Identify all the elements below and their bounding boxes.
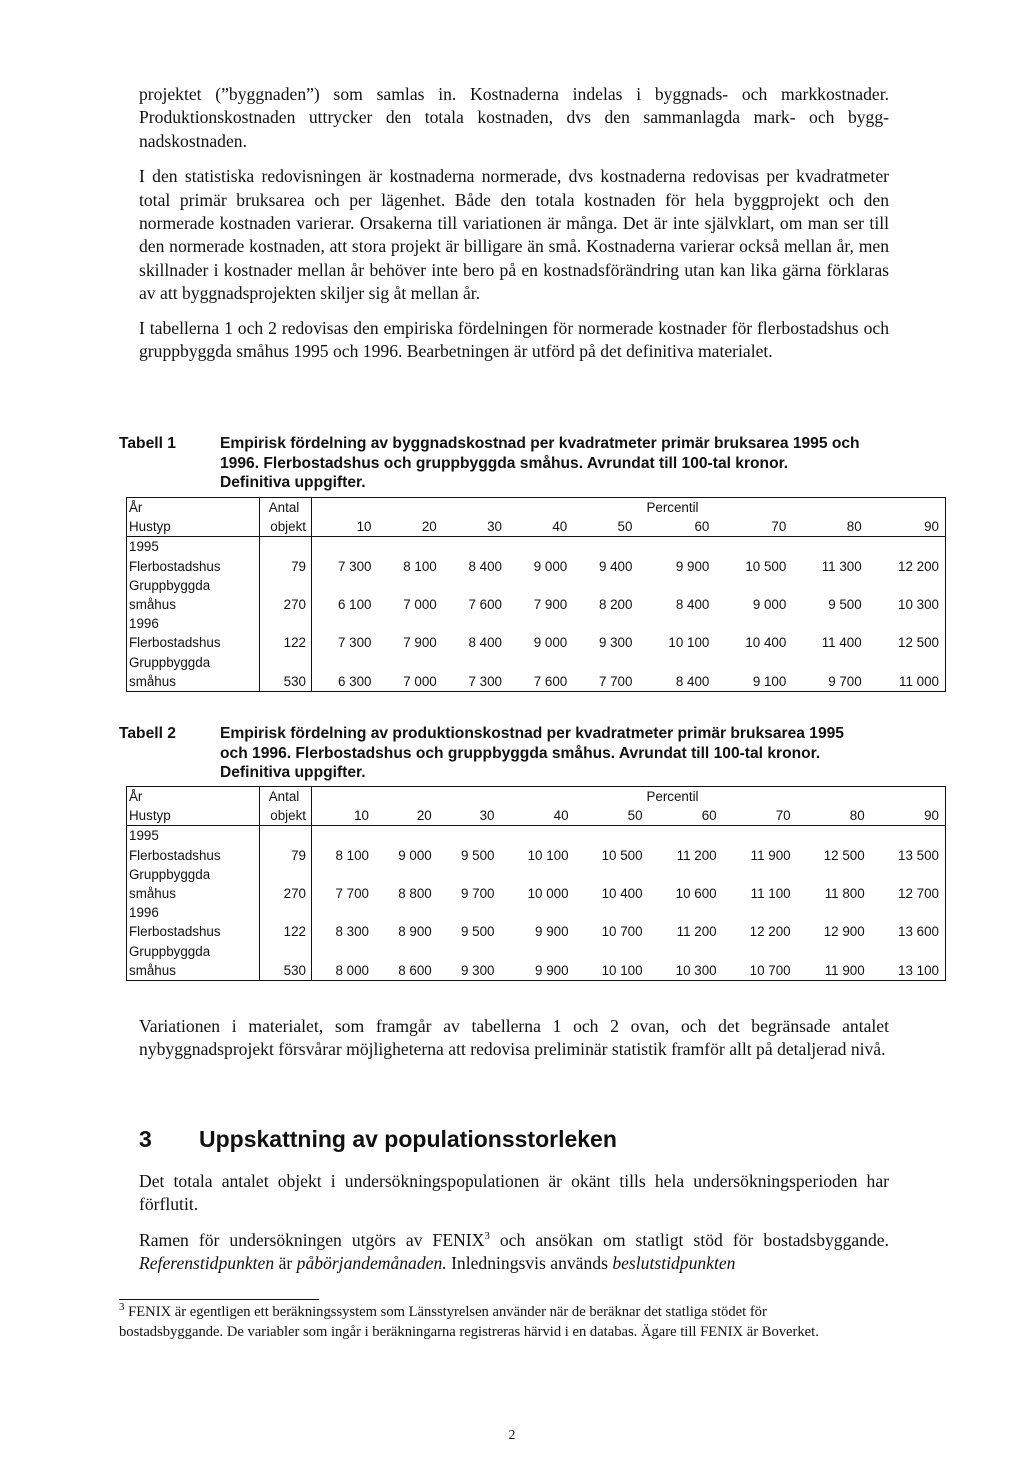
table-cell: 8 000	[312, 961, 376, 981]
row-label: småhus	[127, 595, 260, 614]
table-cell	[508, 537, 573, 557]
table2-label: Tabell 2	[119, 725, 176, 742]
table-cell: 9 900	[501, 961, 575, 981]
row-count: 530	[260, 672, 312, 692]
row-label: småhus	[127, 884, 260, 903]
table-cell	[501, 903, 575, 922]
table-cell	[438, 903, 501, 922]
table-cell: 13 500	[871, 846, 946, 865]
table-cell	[378, 537, 443, 557]
table-cell: 9 000	[398, 847, 432, 863]
table-cell	[375, 826, 438, 846]
table-cell	[575, 903, 649, 922]
percentile-column-header: 20	[378, 517, 443, 537]
row-label: 1995	[127, 826, 260, 846]
row-label: 1996	[127, 614, 260, 633]
table-cell	[792, 614, 867, 633]
table-header-row	[127, 517, 946, 537]
row-label: Gruppbyggda	[127, 576, 260, 595]
table-cell	[871, 826, 946, 846]
table-cell	[312, 653, 378, 672]
table-cell: 11 900	[797, 961, 871, 981]
section-heading	[139, 1126, 617, 1153]
table-cell: 12 500	[823, 847, 865, 863]
table-cell: 11 200	[676, 924, 717, 940]
table-cell	[638, 614, 715, 633]
table-cell	[797, 865, 871, 884]
row-label: 1995	[127, 537, 260, 557]
col-count-header: objekt	[260, 806, 312, 826]
percentile-column-header: 60	[649, 806, 723, 826]
table-header-row	[127, 498, 946, 518]
table-cell	[312, 537, 378, 557]
paragraph-3: I tabellerna 1 och 2 redovisas den empiriska fördelningen för normerade kostnader för flerbostadshus och gruppbyggda småhus 1995 och 1996. Bearbetningen är utförd på det definitiva materialet.	[139, 317, 889, 362]
table-cell: 10 000	[527, 886, 569, 902]
table-cell: 9 300	[438, 961, 501, 981]
table-cell	[375, 865, 438, 884]
table-cell	[438, 942, 501, 961]
percentile-column-header: 90	[868, 517, 946, 537]
table-cell: 13 600	[871, 922, 946, 941]
table-cell: 6 100	[338, 597, 372, 613]
table-cell: 11 000	[868, 672, 946, 692]
table-cell: 8 100	[403, 558, 437, 574]
table-cell	[871, 865, 946, 884]
table-cell	[871, 942, 946, 961]
row-count	[260, 537, 312, 557]
row-count: 122	[260, 633, 312, 652]
col-count-header: Antal	[260, 787, 312, 807]
table-cell: 10 300	[868, 595, 946, 614]
table-cell	[868, 576, 946, 595]
table-cell: 10 700	[601, 924, 643, 940]
table-row	[127, 846, 946, 865]
table-cell: 12 500	[868, 633, 946, 652]
row-label: Gruppbyggda	[127, 865, 260, 884]
col-type-header: Hustyp	[127, 517, 260, 537]
col-count-header: Antal	[260, 498, 312, 518]
table-cell	[575, 942, 649, 961]
table-cell: 9 400	[598, 558, 633, 574]
row-label: Gruppbyggda	[127, 942, 260, 961]
percentile-column-header: 40	[501, 806, 575, 826]
row-count: 270	[260, 884, 312, 903]
table-cell: 7 000	[378, 672, 443, 692]
table-cell: 10 300	[649, 961, 723, 981]
page-number: 2	[508, 1427, 516, 1442]
intro-text	[139, 83, 889, 363]
section-title: Uppskattning av populationsstorleken	[199, 1126, 617, 1152]
table-cell	[649, 903, 723, 922]
row-label: Flerbostadshus	[127, 557, 260, 576]
section-number: 3	[139, 1126, 152, 1152]
table-cell: 8 400	[675, 597, 710, 613]
table-cell: 10 600	[675, 886, 717, 902]
percentile-column-header: 90	[871, 806, 946, 826]
table-cell	[715, 576, 792, 595]
table1-caption-text: Empirisk fördelning av byggnadskostnad per kvadratmeter primär bruksarea 1995 och 1996. Flerbostadshus och gruppbyggda småhus. Avrundat till 100-tal kronor. Definitiva uppgifter.	[220, 435, 860, 491]
row-label: småhus	[127, 961, 260, 981]
percentile-column-header: 50	[575, 806, 649, 826]
table-cell: 8 400	[468, 558, 502, 574]
table-cell: 8 100	[335, 847, 370, 863]
table-cell: 7 600	[508, 672, 573, 692]
table-cell	[649, 865, 723, 884]
table-cell: 9 700	[792, 672, 867, 692]
section-text	[139, 1170, 889, 1276]
row-count: 79	[260, 557, 312, 576]
row-label: Flerbostadshus	[127, 846, 260, 865]
table-cell	[375, 942, 438, 961]
percentile-column-header: 50	[573, 517, 638, 537]
table-cell	[797, 942, 871, 961]
table1	[126, 497, 946, 692]
italic-term: beslutstidpunkten	[612, 1253, 736, 1274]
footnote-ref: 3	[484, 1229, 490, 1242]
table-cell: 8 900	[398, 924, 432, 940]
table-cell	[638, 653, 715, 672]
row-label: Flerbostadshus	[127, 922, 260, 941]
table-cell	[438, 865, 501, 884]
table-cell: 9 000	[533, 635, 568, 651]
table-cell: 9 000	[533, 558, 568, 574]
table-row	[127, 826, 946, 846]
footnote-text: FENIX är egentligen ett beräkningssystem som Länsstyrelsen använder när de beräknar det statliga stödet för bostadsbyggande. De variabler som ingår i beräkningarna registreras härvid i en databas. Ägare till FENIX är Boverket.	[119, 1304, 819, 1340]
table-cell: 7 300	[443, 672, 508, 692]
percentile-header: Percentil	[312, 498, 946, 518]
table-cell: 10 500	[601, 847, 643, 863]
table-cell	[638, 576, 715, 595]
table-cell	[868, 537, 946, 557]
table-cell	[443, 576, 508, 595]
percentile-column-header: 80	[797, 806, 871, 826]
table-cell: 9 700	[461, 886, 495, 902]
table-row	[127, 961, 946, 981]
table-cell	[723, 826, 797, 846]
table-cell: 10 700	[723, 961, 797, 981]
percentile-column-header: 70	[723, 806, 797, 826]
percentile-column-header: 30	[438, 806, 501, 826]
footnote	[119, 1303, 859, 1342]
table-cell	[438, 826, 501, 846]
table-cell	[649, 826, 723, 846]
italic-term: Referenstidpunkten	[139, 1253, 275, 1274]
table-cell: 11 300	[821, 558, 862, 574]
table-cell: 11 900	[750, 847, 791, 863]
percentile-header: Percentil	[312, 787, 946, 807]
table-cell: 10 500	[745, 558, 787, 574]
table-cell: 11 800	[824, 886, 865, 902]
row-count: 122	[260, 922, 312, 941]
table-cell: 8 400	[468, 635, 502, 651]
table-cell: 9 000	[752, 597, 787, 613]
table-cell: 9 100	[715, 672, 792, 692]
row-count	[260, 942, 312, 961]
row-count	[260, 826, 312, 846]
table-cell	[723, 865, 797, 884]
table-cell: 12 200	[868, 557, 946, 576]
table-cell: 10 400	[601, 886, 643, 902]
row-count: 530	[260, 961, 312, 981]
table-cell	[501, 942, 575, 961]
table-row	[127, 537, 946, 557]
table-row	[127, 922, 946, 941]
table-cell: 8 200	[598, 597, 633, 613]
table-cell	[312, 826, 376, 846]
table-cell: 8 300	[335, 924, 370, 940]
table-cell: 6 300	[312, 672, 378, 692]
col-count-header: objekt	[260, 517, 312, 537]
percentile-column-header: 60	[638, 517, 715, 537]
percentile-column-header: 10	[312, 517, 378, 537]
section-paragraph-2	[139, 1229, 889, 1276]
table-cell	[715, 537, 792, 557]
table-cell	[575, 826, 649, 846]
table-cell	[868, 653, 946, 672]
row-count: 270	[260, 595, 312, 614]
table-cell	[508, 614, 573, 633]
table-cell: 7 000	[403, 597, 437, 613]
percentile-column-header: 20	[375, 806, 438, 826]
table-cell	[792, 537, 867, 557]
table-cell: 11 100	[750, 886, 791, 902]
row-label: småhus	[127, 672, 260, 692]
percentile-column-header: 80	[792, 517, 867, 537]
text-span: Inledningsvis används	[446, 1253, 613, 1274]
table-cell: 7 600	[468, 597, 502, 613]
row-label: 1996	[127, 903, 260, 922]
table-cell	[312, 903, 376, 922]
table-row	[127, 576, 946, 595]
table-cell	[797, 903, 871, 922]
table-row	[127, 672, 946, 692]
table-cell	[715, 653, 792, 672]
table-cell	[443, 537, 508, 557]
table-cell: 9 900	[535, 924, 569, 940]
row-label: Gruppbyggda	[127, 653, 260, 672]
table-cell	[868, 614, 946, 633]
table-cell: 7 900	[403, 635, 437, 651]
table-cell: 9 500	[461, 847, 495, 863]
table-cell	[501, 865, 575, 884]
table-cell	[378, 614, 443, 633]
table-header-row	[127, 806, 946, 826]
row-count	[260, 576, 312, 595]
table-cell: 8 800	[398, 886, 432, 902]
table-cell: 11 200	[676, 847, 717, 863]
table-cell: 8 600	[375, 961, 438, 981]
table-cell: 10 100	[668, 635, 710, 651]
table-cell: 12 700	[871, 884, 946, 903]
paragraph-2: I den statistiska redovisningen är kostnaderna normerade, dvs kostnaderna redovisas per kvadratmeter total primär bruksarea och per lägenhet. Både den totala kostnaden för hela byggprojekt och den normerade kostnaden varierar. Orsakerna till variationen är många. Det är inte självklart, om man ser till den normerade kostnaden, att stora projekt är billigare än små. Kostnaderna varierar också mellan år, men skillnader i kostnader mellan år behöver inte bero på en kostnadsförändring utan kan lika gärna förklaras av att byggnadsprojekten skiljer sig åt mellan år.	[139, 166, 889, 304]
table-cell: 9 300	[598, 635, 633, 651]
table-cell	[573, 576, 638, 595]
percentile-column-header: 30	[443, 517, 508, 537]
table-cell	[638, 537, 715, 557]
table-cell	[649, 942, 723, 961]
table-cell: 12 200	[749, 924, 791, 940]
table-cell: 11 400	[821, 635, 862, 651]
table-cell: 7 700	[335, 886, 370, 902]
table-cell	[312, 865, 376, 884]
section-paragraph-1: Det totala antalet objekt i undersökningspopulationen är okänt tills hela undersökningsperioden har förflutit.	[139, 1171, 889, 1215]
row-count	[260, 865, 312, 884]
percentile-column-header: 10	[312, 806, 376, 826]
table-cell	[378, 653, 443, 672]
italic-term: påbörjandemånaden.	[296, 1253, 447, 1274]
col-year-header: År	[127, 498, 260, 518]
table-cell	[443, 614, 508, 633]
col-type-header: Hustyp	[127, 806, 260, 826]
table-cell	[573, 653, 638, 672]
table-cell	[508, 653, 573, 672]
table-row	[127, 884, 946, 903]
table-row	[127, 633, 946, 652]
table-cell	[312, 614, 378, 633]
row-count	[260, 614, 312, 633]
table-cell	[723, 903, 797, 922]
table-cell	[723, 942, 797, 961]
table-row	[127, 557, 946, 576]
table-cell	[443, 653, 508, 672]
after-tables-text	[139, 1015, 889, 1062]
text-span: och ansökan om statligt stöd för bostadsbyggande.	[489, 1229, 889, 1250]
row-label: Flerbostadshus	[127, 633, 260, 652]
table-cell: 7 300	[338, 558, 372, 574]
text-span: är	[274, 1253, 297, 1274]
table-cell	[792, 653, 867, 672]
table-cell	[573, 537, 638, 557]
table-cell	[375, 903, 438, 922]
table-cell	[501, 826, 575, 846]
table-cell: 7 700	[573, 672, 638, 692]
table-row	[127, 595, 946, 614]
table-cell	[378, 576, 443, 595]
table-cell	[871, 903, 946, 922]
table-row	[127, 653, 946, 672]
table2-caption-text: Empirisk fördelning av produktionskostnad per kvadratmeter primär bruksarea 1995 och 1996. Flerbostadshus och gruppbyggda småhus. Avrundat till 100-tal kronor. Definitiva uppgifter.	[220, 725, 844, 781]
footnote-marker: 3	[119, 1301, 125, 1314]
percentile-column-header: 40	[508, 517, 573, 537]
table-cell: 10 400	[745, 635, 787, 651]
row-count: 79	[260, 846, 312, 865]
table-row	[127, 614, 946, 633]
table-cell	[575, 865, 649, 884]
table1-label: Tabell 1	[119, 435, 176, 452]
table-cell	[312, 576, 378, 595]
table-cell	[715, 614, 792, 633]
percentile-column-header: 70	[715, 517, 792, 537]
paragraph-1: projektet (”byggnaden”) som samlas in. Kostnaderna indelas i byggnads- och markkostnader. Produktionskostnaden uttrycker den totala kostnaden, dvs den sammanlagda mark- och byggnadskostnaden.	[139, 84, 889, 151]
row-count	[260, 653, 312, 672]
table-cell: 10 100	[575, 961, 649, 981]
table-row	[127, 942, 946, 961]
table-cell: 12 900	[823, 924, 865, 940]
table-cell	[792, 576, 867, 595]
table-cell	[797, 826, 871, 846]
table-cell: 9 500	[461, 924, 495, 940]
text-span: Ramen för undersökningen utgörs av FENIX	[139, 1229, 485, 1250]
table-cell: 8 400	[638, 672, 715, 692]
table-row	[127, 903, 946, 922]
row-count	[260, 903, 312, 922]
footnote-rule	[119, 1299, 319, 1300]
table-cell: 10 100	[527, 847, 569, 863]
table-header-row	[127, 787, 946, 807]
table-cell: 7 900	[533, 597, 568, 613]
table-cell: 13 100	[871, 961, 946, 981]
table2	[126, 786, 946, 981]
table-row	[127, 865, 946, 884]
paragraph-variation: Variationen i materialet, som framgår av tabellerna 1 och 2 ovan, och det begränsade antalet nybyggnadsprojekt försvårar möjligheterna att redovisa preliminär statistik framför allt på detaljerad nivå.	[139, 1016, 889, 1060]
table-cell	[508, 576, 573, 595]
table-cell: 9 900	[675, 558, 710, 574]
table-cell: 9 500	[828, 597, 862, 613]
table-cell	[312, 942, 376, 961]
table-cell: 7 300	[338, 635, 372, 651]
table-cell	[573, 614, 638, 633]
col-year-header: År	[127, 787, 260, 807]
